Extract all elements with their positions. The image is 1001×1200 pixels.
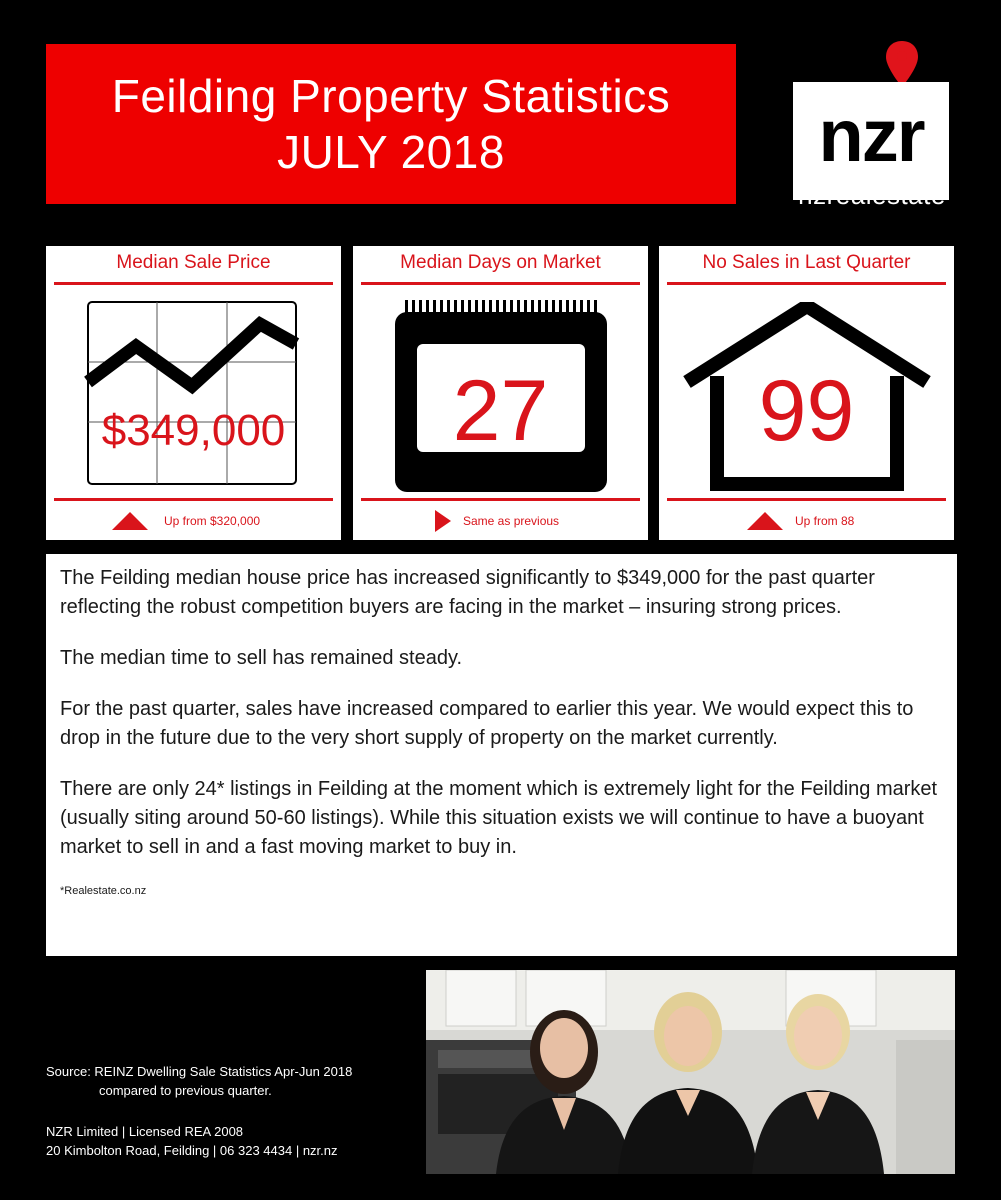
logo-mark: nzr (818, 94, 924, 177)
card-footer (659, 508, 954, 532)
stat-card-days-on-market (353, 246, 648, 540)
card-footer (353, 508, 648, 532)
location-pin-icon (885, 40, 919, 88)
triangle-up-icon (112, 512, 148, 530)
paragraph: For the past quarter, sales have increased compared to earlier this year. We would expect this to drop in the future due to the very short supply of property on the market currently. (60, 698, 914, 749)
card-divider (361, 498, 640, 501)
company-license: NZR Limited | Licensed REA 2008 (46, 1124, 244, 1139)
card-title: Median Days on Market (400, 252, 601, 273)
logo-tagline: nzrealestate (798, 180, 946, 210)
page-title: Feilding Property Statistics (111, 70, 671, 122)
team-photo (426, 970, 955, 1174)
trend-text: Up from 88 (795, 514, 855, 528)
trend-text: Same as previous (463, 514, 560, 528)
card-divider (54, 282, 333, 285)
triangle-right-icon (435, 510, 451, 532)
company-info (46, 1122, 338, 1160)
sales-count-value: 99 (758, 363, 855, 459)
commentary-panel (46, 554, 957, 956)
line-chart-icon (84, 300, 304, 490)
card-title: Median Sale Price (116, 252, 271, 273)
card-divider (361, 282, 640, 285)
source-line: compared to previous quarter. (99, 1083, 272, 1098)
card-title: No Sales in Last Quarter (702, 252, 911, 273)
company-address[interactable]: 20 Kimbolton Road, Feilding | 06 323 4434 | nzr.nz (46, 1143, 338, 1158)
source-note (46, 1062, 352, 1100)
median-days-value: 27 (452, 363, 549, 459)
card-footer (46, 508, 341, 532)
footnote: *Realestate.co.nz (60, 885, 147, 897)
trend-text: Up from $320,000 (164, 514, 261, 528)
source-line: Source: REINZ Dwelling Sale Statistics Apr-Jun 2018 (46, 1064, 353, 1079)
card-divider (667, 498, 946, 501)
paragraph: The median time to sell has remained steady. (60, 647, 463, 669)
median-price-value: $349,000 (101, 406, 286, 455)
page-subtitle-date: JULY 2018 (277, 126, 505, 178)
nzr-logo[interactable] (793, 40, 953, 210)
paragraph: There are only 24* listings in Feilding at the moment which is extremely light for the Feilding market (usually siting around 50-60 listings). While this situation exists we will continue to have a buoyant market to sell in and a fast moving market to buy in. (60, 778, 938, 858)
stat-card-sales-last-quarter (659, 246, 954, 540)
card-divider (54, 498, 333, 501)
triangle-up-icon (747, 512, 783, 530)
stat-card-median-price (46, 246, 341, 540)
card-divider (667, 282, 946, 285)
title-banner (46, 44, 736, 204)
paragraph: The Feilding median house price has increased significantly to $349,000 for the past quarter reflecting the robust competition buyers are facing in the market – insuring strong prices. (60, 567, 875, 618)
